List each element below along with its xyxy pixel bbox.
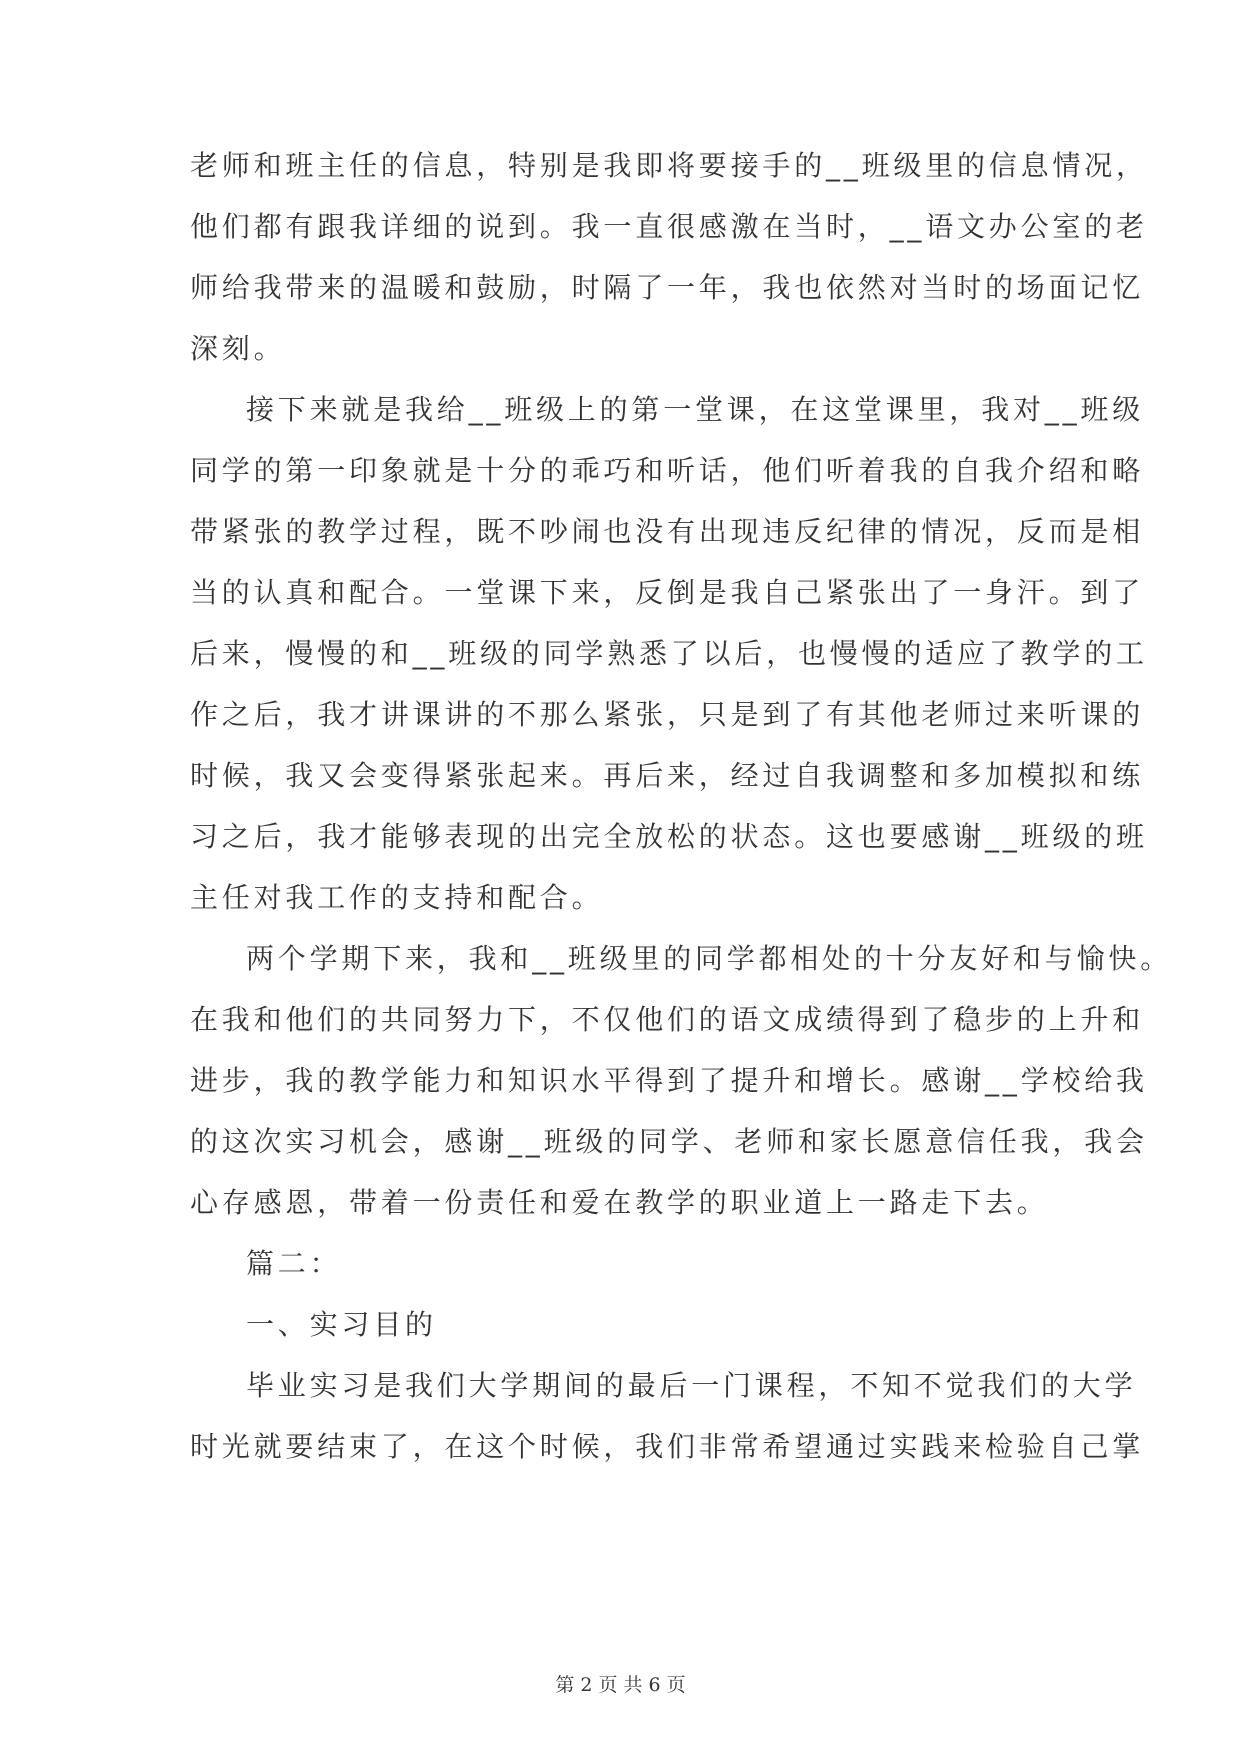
body-text-line: 习之后，我才能够表现的出完全放松的状态。这也要感谢__班级的班	[190, 820, 1148, 853]
paragraph-first-line: 接下来就是我给__班级上的第一堂课，在这堂课里，我对__班级	[246, 393, 1145, 426]
body-text-line: 进步，我的教学能力和知识水平得到了提升和增长。感谢__学校给我	[190, 1064, 1148, 1097]
body-text-line: 时光就要结束了，在这个时候，我们非常希望通过实践来检验自己掌	[190, 1430, 1145, 1463]
body-text-line: 心存感恩，带着一份责任和爱在教学的职业道上一路走下去。	[190, 1186, 1049, 1219]
body-text-line: 深刻。	[190, 332, 286, 365]
body-text-line: 的这次实习机会，感谢__班级的同学、老师和家长愿意信任我，我会	[190, 1125, 1148, 1158]
section-heading: 篇二：	[246, 1247, 342, 1280]
subsection-heading: 一、实习目的	[246, 1308, 437, 1341]
body-text-line: 师给我带来的温暖和鼓励，时隔了一年，我也依然对当时的场面记忆	[190, 271, 1145, 304]
body-text-line: 同学的第一印象就是十分的乖巧和听话，他们听着我的自我介绍和略	[190, 454, 1145, 487]
page-number-footer: 第 2 页 共 6 页	[555, 1674, 686, 1696]
body-text-line: 时候，我又会变得紧张起来。再后来，经过自我调整和多加模拟和练	[190, 759, 1145, 792]
paragraph-first-line: 毕业实习是我们大学期间的最后一门课程，不知不觉我们的大学	[246, 1369, 1137, 1402]
body-text-line: 主任对我工作的支持和配合。	[190, 881, 604, 914]
body-text-line: 作之后，我才讲课讲的不那么紧张，只是到了有其他老师过来听课的	[190, 698, 1145, 731]
body-text-line: 在我和他们的共同努力下，不仅他们的语文成绩得到了稳步的上升和	[190, 1003, 1145, 1036]
body-text-line: 他们都有跟我详细的说到。我一直很感激在当时，__语文办公室的老	[190, 210, 1148, 243]
body-text-line: 老师和班主任的信息，特别是我即将要接手的__班级里的信息情况，	[190, 149, 1148, 182]
body-text-line: 带紧张的教学过程，既不吵闹也没有出现违反纪律的情况，反而是相	[190, 515, 1145, 548]
body-text-line: 当的认真和配合。一堂课下来，反倒是我自己紧张出了一身汗。到了	[190, 576, 1145, 609]
body-text-line: 后来，慢慢的和__班级的同学熟悉了以后，也慢慢的适应了教学的工	[190, 637, 1148, 670]
paragraph-first-line: 两个学期下来，我和__班级里的同学都相处的十分友好和与愉快。	[246, 942, 1173, 975]
